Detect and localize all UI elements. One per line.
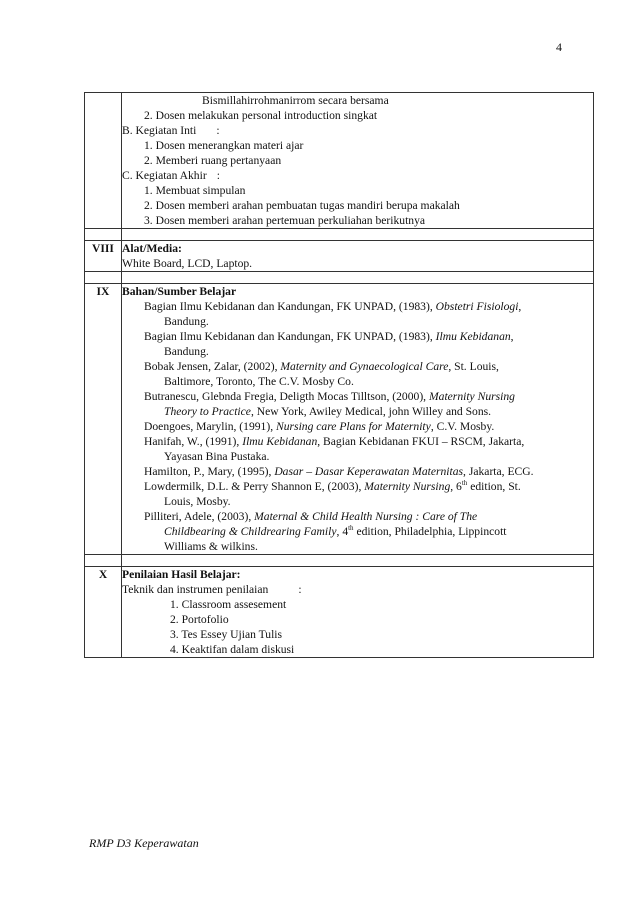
section-title: Alat/Media: [122, 242, 182, 255]
kegiatan-inti-label: B. Kegiatan Inti [122, 124, 197, 137]
media-text: White Board, LCD, Laptop. [122, 257, 253, 270]
reference-item: Lowdermilk, D.L. & Perry Shannon E, (2003), Maternity Nursing, 6th edition, St. Louis, Mosby. [144, 479, 521, 508]
kegiatan-akhir-label: C. Kegiatan Akhir [122, 169, 207, 182]
akhir-item: 2. Dosen memberi arahan pembuatan tugas mandiri berupa makalah [144, 199, 460, 212]
activities-cell [122, 93, 594, 229]
section-number: X [85, 567, 122, 658]
kegiatan-akhir-colon: : [216, 169, 220, 182]
section-ix-content [122, 284, 594, 555]
reference-item: Bagian Ilmu Kebidanan dan Kandungan, FK UNPAD, (1983), Ilmu Kebidanan, Bandung. [144, 330, 514, 358]
kegiatan-akhir-heading [122, 168, 593, 183]
spacer-row [85, 229, 594, 241]
lesson-plan-table [84, 92, 594, 658]
section-viii-content [122, 241, 594, 272]
spacer-row [85, 272, 594, 284]
assessment-item: 1. Classroom assesement [170, 598, 287, 611]
reference-item: Butranescu, Glebnda Fregia, Deligth Mocas Tilltson, (2000), Maternity Nursing Theory to Practice, New York, Awiley Medical, john Willey and Sons. [144, 390, 515, 418]
akhir-item: 3. Dosen memberi arahan pertemuan perkuliahan berikutnya [144, 214, 426, 227]
reference-item: Hamilton, P., Mary, (1995), Dasar – Dasar Keperawatan Maternitas, Jakarta, ECG. [144, 465, 534, 478]
section-x-content [122, 567, 594, 658]
section-ix-row [85, 284, 594, 555]
section-viii-row [85, 241, 594, 272]
assessment-intro: Teknik dan instrumen penilaian : [122, 583, 302, 596]
page-footer: RMP D3 Keperawatan [89, 836, 199, 850]
inti-item: 2. Memberi ruang pertanyaan [144, 154, 282, 167]
inti-item: 1. Dosen menerangkan materi ajar [144, 139, 304, 152]
section-number-cell [85, 93, 122, 229]
page-number: 4 [556, 40, 562, 54]
assessment-item: 4. Keaktifan dalam diskusi [170, 643, 295, 656]
section-number: VIII [85, 241, 122, 272]
kegiatan-inti-heading [122, 123, 593, 138]
reference-item: Bagian Ilmu Kebidanan dan Kandungan, FK UNPAD, (1983), Obstetri Fisiologi, Bandung. [144, 300, 522, 328]
reference-item: Hanifah, W., (1991), Ilmu Kebidanan, Bagian Kebidanan FKUI – RSCM, Jakarta, Yayasan Bina Pustaka. [144, 435, 525, 463]
section-x-row [85, 567, 594, 658]
spacer-row [85, 555, 594, 567]
section-number: IX [85, 284, 122, 555]
bismillah-line: Bismillahirrohmanirrom secara bersama [202, 94, 389, 107]
assessment-item: 3. Tes Essey Ujian Tulis [170, 628, 283, 641]
assessment-item: 2. Portofolio [170, 613, 229, 626]
activities-row [85, 93, 594, 229]
section-title: Penilaian Hasil Belajar: [122, 568, 241, 581]
pendahuluan-item: 2. Dosen melakukan personal introduction singkat [144, 109, 378, 122]
reference-item: Bobak Jensen, Zalar, (2002), Maternity and Gynaecological Care, St. Louis, Baltimore, Toronto, The C.V. Mosby Co. [144, 360, 499, 388]
section-title: Bahan/Sumber Belajar [122, 285, 237, 298]
akhir-item: 1. Membuat simpulan [144, 184, 246, 197]
reference-item: Pilliteri, Adele, (2003), Maternal & Child Health Nursing : Care of The Childbearing & Childrearing Family, 4th edition, Philadelphia, Lippincott Williams & wilkins. [144, 510, 507, 553]
reference-item: Doengoes, Marylin, (1991), Nursing care Plans for Maternity, C.V. Mosby. [144, 420, 495, 433]
kegiatan-inti-colon: : [216, 124, 220, 137]
